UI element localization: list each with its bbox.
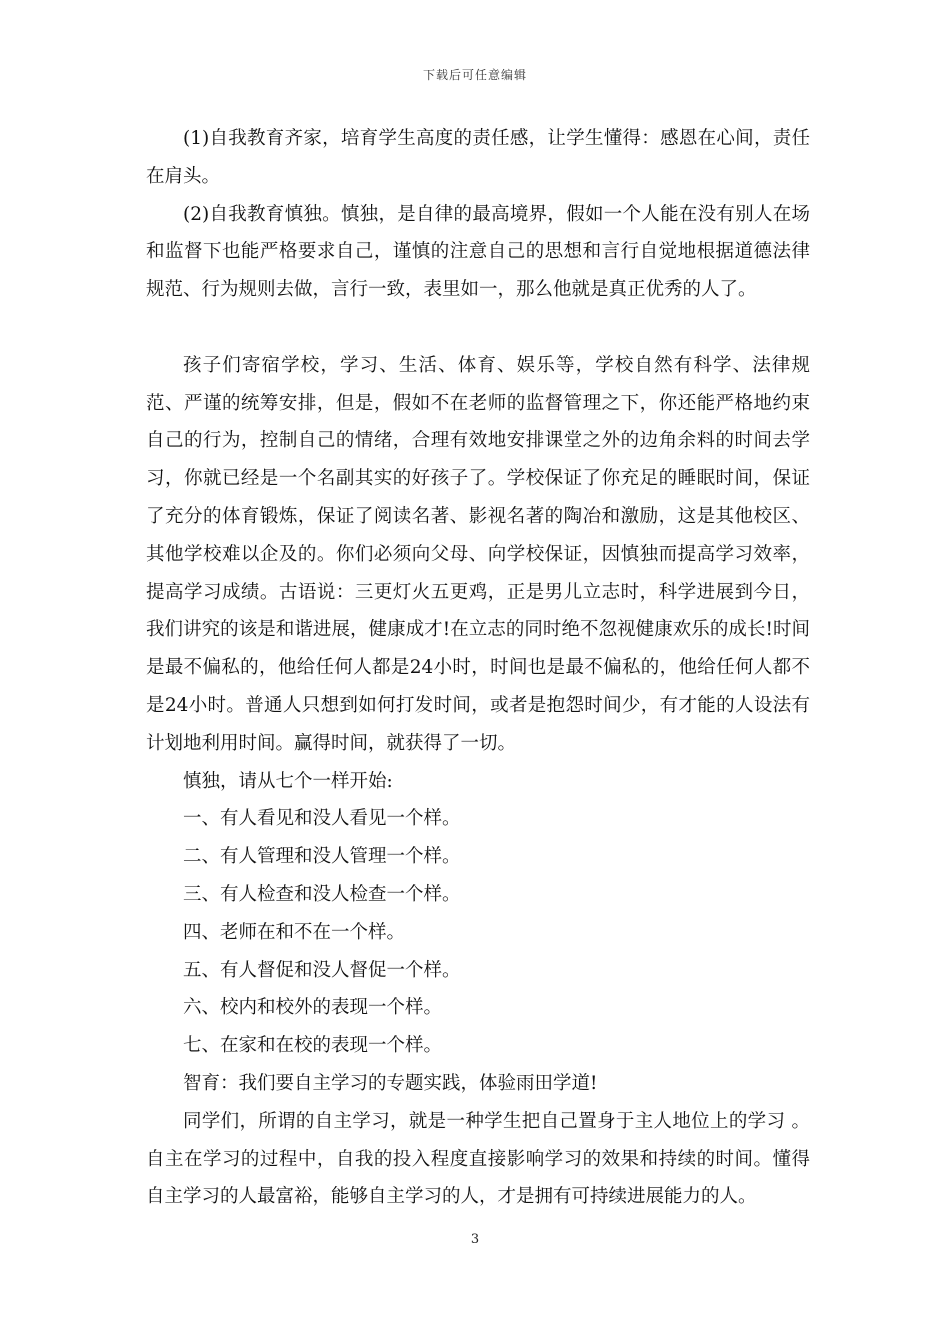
list-item-rule-3: 三、有人检查和没人检查一个样。 xyxy=(183,883,461,905)
page-number: 3 xyxy=(470,1232,480,1247)
list-item-rule-1: 一、有人看见和没人看见一个样。 xyxy=(183,808,461,830)
paragraph-autonomous-learning: 同学们，所谓的自主学习，就是一种学生把自己置身于主人地位上的学习 。自主在学习的过程中，自我的投入程度直接影响学习的效果和持续的时间。懂得自主学习的人最富裕，能够自主学习的人，才是拥有可持续进展能力的人。 xyxy=(146,1110,810,1208)
paragraph-spacer xyxy=(146,309,810,347)
page-header-note: 下载后可任意编辑 xyxy=(422,68,527,82)
paragraph-boarding-school: 孩子们寄宿学校，学习、生活、体育、娱乐等，学校自然有科学、法律规范、严谨的统筹安排，但是，假如不在老师的监督管理之下，你还能严格地约束自己的行为，控制自己的情绪，合理有效地安排课堂之外的边角余料的时间去学习，你就已经是一个名副其实的好孩子了。学校保证了你充足的睡眠时间，保证了充分的体育锻炼，保证了阅读名著、影视名著的陶冶和激励，这是其他校区、其他学校难以企及的。你们必须向父母、向学校保证，因慎独而提高学习效率，提高学习成绩。古语说：三更灯火五更鸡，正是男儿立志时，科学进展到今日，我们讲究的该是和谐进展，健康成才!在立志的同时绝不忽视健康欢乐的成长!时间是最不偏私的，他给任何人都是24小时，时间也是最不偏私的，他给任何人都不是24小时。普通人只想到如何打发时间，或者是抱怨时间少，有才能的人设法有计划地利用时间。赢得时间，就获得了一切。 xyxy=(146,354,810,754)
document-body xyxy=(146,120,810,1216)
list-item-rule-2: 二、有人管理和没人管理一个样。 xyxy=(183,846,461,868)
paragraph-self-education-shendu: (2)自我教育慎独。慎独，是自律的最高境界，假如一个人能在没有别人在场和监督下也能严格要求自己，谨慎的注意自己的思想和言行自觉地根据道德法律规范、行为规则去做，言行一致，表里如一，那么他就是真正优秀的人了。 xyxy=(146,203,810,301)
list-item-rule-4: 四、老师在和不在一个样。 xyxy=(183,921,406,943)
paragraph-self-education-family: (1)自我教育齐家，培育学生高度的责任感，让学生懂得：感恩在心间，责任在肩头。 xyxy=(146,128,810,187)
paragraph-intellectual-education: 智育：我们要自主学习的专题实践，体验雨田学道! xyxy=(183,1072,598,1094)
list-item-rule-7: 七、在家和在校的表现一个样。 xyxy=(183,1035,443,1057)
list-item-rule-6: 六、校内和校外的表现一个样。 xyxy=(183,997,443,1019)
list-item-rule-5: 五、有人督促和没人督促一个样。 xyxy=(183,959,461,981)
paragraph-seven-rules-intro: 慎独，请从七个一样开始: xyxy=(183,770,393,792)
